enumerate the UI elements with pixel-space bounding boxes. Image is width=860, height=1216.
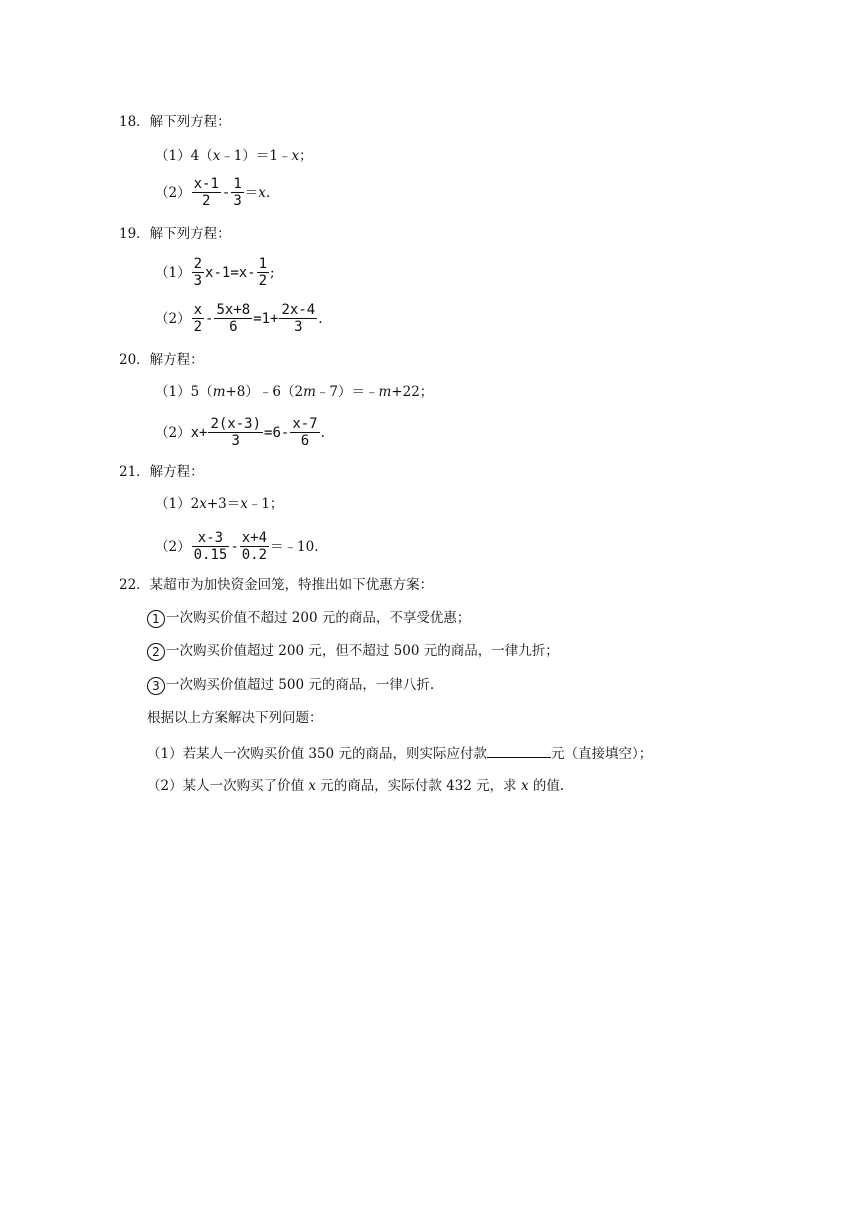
fraction (192, 302, 204, 335)
numerator: x-7 (292, 416, 318, 432)
denominator: 3 (233, 193, 242, 209)
q22-intro: 根据以上方案解决下列问题： (147, 710, 323, 726)
question-text: 元的商品，实际付款 432 元，求 (316, 778, 521, 794)
fraction (208, 416, 263, 449)
var-x: x (520, 778, 529, 794)
part-label: （2） (155, 184, 191, 201)
eq-text: 5（ (190, 384, 213, 400)
numerator: 2 (193, 256, 203, 272)
answer-blank[interactable] (487, 743, 551, 758)
circled-number-3: 3 (147, 677, 165, 695)
fraction (257, 256, 269, 289)
q21-part2 (155, 530, 319, 563)
var-m: m (212, 384, 226, 400)
part-label: （1） (155, 264, 191, 281)
denominator: 3 (231, 433, 240, 449)
fraction (214, 302, 252, 335)
q18-title: 18．解下列方程： (119, 114, 231, 130)
numerator: 5x+8 (216, 302, 251, 318)
eq-end: ； (299, 148, 313, 164)
eq-text: ﹣1）＝1﹣ (220, 148, 292, 164)
fraction (192, 176, 221, 209)
eq-text: x+ (190, 424, 208, 441)
q22-option-1 (147, 608, 470, 628)
q22-option-3 (147, 675, 434, 695)
eq-text: ﹣1； (247, 496, 284, 512)
q20-title: 20．解方程： (119, 352, 204, 368)
question-text: 的值. (528, 778, 565, 794)
denominator: 3 (193, 273, 203, 289)
question-text: （2）某人一次购买了价值 (147, 778, 309, 794)
q19-title: 19．解下列方程： (119, 226, 231, 242)
denominator: 6 (300, 433, 310, 449)
fraction (192, 256, 204, 289)
q21-title: 21．解方程： (119, 464, 204, 480)
numerator: 2(x-3) (210, 416, 262, 432)
eq-end: . (318, 310, 323, 327)
q19-part1 (155, 256, 275, 289)
fraction (231, 176, 243, 209)
eq-text: +3＝ (206, 496, 241, 512)
eq-op: - (221, 184, 231, 201)
option-text: 一次购买价值超过 200 元，但不超过 500 元的商品，一律九折； (166, 643, 559, 659)
q21-part1 (155, 494, 283, 514)
fraction (279, 302, 317, 335)
question-text: （1）若某人一次购买价值 350 元的商品，则实际应付款 (147, 746, 487, 762)
denominator: 6 (229, 319, 238, 335)
q19-part2 (155, 302, 323, 335)
var-x: x (308, 778, 317, 794)
var-x: x (291, 148, 300, 164)
denominator: 0.2 (241, 547, 268, 563)
eq-text: +8）﹣6（2 (225, 384, 304, 400)
eq-text: 4（ (190, 148, 213, 164)
eq-op: - (205, 310, 214, 327)
part-label: （2） (155, 424, 191, 441)
var-m: m (303, 384, 316, 400)
q22-part2 (147, 776, 564, 796)
part-label: （2） (155, 538, 191, 555)
q22-part1 (147, 743, 652, 764)
eq-text: ﹣7）＝﹣ (315, 384, 379, 400)
fraction (290, 416, 319, 449)
denominator: 2 (202, 193, 211, 209)
denominator: 2 (193, 319, 203, 335)
eq-text: 2 (190, 496, 200, 512)
var-x: x (240, 496, 248, 512)
q22-option-2 (147, 641, 559, 661)
q18-part1 (155, 146, 313, 166)
var-x: x (199, 496, 207, 512)
fraction (240, 530, 269, 563)
option-text: 一次购买价值不超过 200 元的商品，不享受优惠； (166, 610, 471, 626)
eq-op: - (230, 538, 239, 555)
var-x: x (212, 148, 221, 164)
q22-title: 22．某超市为加快资金回笼，特推出如下优惠方案： (119, 577, 434, 593)
eq-text: +22； (391, 384, 434, 400)
option-text: 一次购买价值超过 500 元的商品，一律八折. (166, 677, 435, 693)
numerator: x-3 (192, 530, 230, 547)
question-text: 元（直接填空）； (550, 746, 653, 762)
eq-end: . (320, 424, 325, 441)
eq-end: ＝﹣10. (270, 538, 319, 555)
numerator: x+4 (241, 530, 268, 546)
eq-op: ＝ (244, 184, 259, 201)
numerator: 1 (233, 176, 242, 192)
denominator: 2 (258, 273, 268, 289)
eq-text: =1+ (253, 310, 279, 327)
q20-part2 (155, 416, 325, 449)
eq-text: x-1=x- (205, 264, 256, 281)
numerator: 1 (258, 256, 268, 272)
q20-part1 (155, 382, 433, 402)
var-m: m (378, 384, 392, 400)
part-label: （1） (155, 384, 191, 400)
numerator: x-1 (193, 176, 219, 192)
part-label: （1） (155, 496, 191, 512)
denominator: 3 (294, 319, 303, 335)
part-label: （2） (155, 310, 191, 327)
fraction (192, 530, 230, 563)
denominator: 0.15 (193, 547, 228, 563)
q18-part2 (155, 176, 270, 209)
numerator: x (193, 302, 203, 318)
var-x: x (258, 184, 266, 201)
numerator: 2x-4 (281, 302, 316, 318)
part-label: （1） (155, 148, 191, 164)
circled-number-1: 1 (147, 610, 165, 628)
eq-text: =6- (264, 424, 290, 441)
circled-number-2: 2 (147, 643, 165, 661)
eq-end: . (265, 184, 271, 201)
eq-end: ; (270, 264, 275, 281)
